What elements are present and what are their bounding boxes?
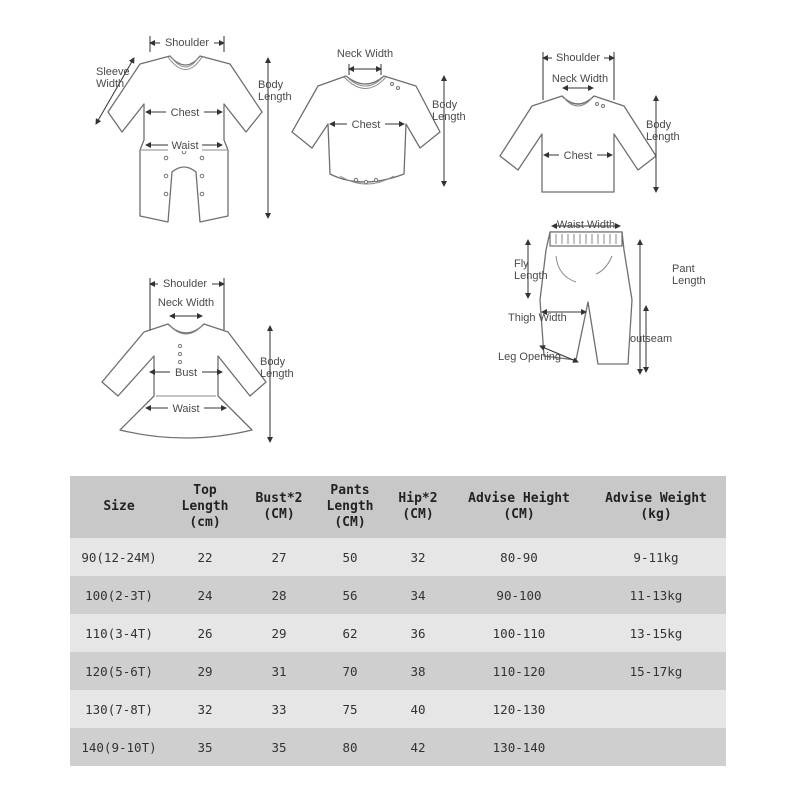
- table-row: [70, 576, 726, 614]
- header-bust: Bust*2 (CM): [242, 476, 316, 538]
- cell-bust: 29: [242, 614, 316, 652]
- romper-body-length-label: Body Length: [258, 79, 292, 103]
- cell-pants-length: 70: [316, 652, 384, 690]
- cell-hip: 42: [384, 728, 452, 766]
- header-pants-length: Pants Length (CM): [316, 476, 384, 538]
- bodysuit-chest-label: Chest: [351, 119, 381, 131]
- header-hip: Hip*2 (CM): [384, 476, 452, 538]
- tshirt-outline: [500, 96, 656, 192]
- dress-waist-label: Waist: [172, 403, 200, 415]
- cell-pants-length: 75: [316, 690, 384, 728]
- bodysuit-neck-width-label: Neck Width: [336, 48, 394, 60]
- cell-bust: 27: [242, 538, 316, 576]
- cell-advise-height: 110-120: [452, 652, 586, 690]
- cell-size: 120(5-6T): [70, 652, 168, 690]
- tshirt-diagram: [500, 51, 680, 192]
- cell-size: 90(12-24M): [70, 538, 168, 576]
- cell-advise-weight: 13-15kg: [586, 614, 726, 652]
- cell-pants-length: 56: [316, 576, 384, 614]
- cell-advise-height: 120-130: [452, 690, 586, 728]
- table-header-row: [70, 476, 726, 538]
- tshirt-shoulder-label: Shoulder: [555, 52, 601, 64]
- cell-advise-weight: 11-13kg: [586, 576, 726, 614]
- tshirt-neck-width-label: Neck Width: [551, 73, 609, 85]
- cell-advise-weight: [586, 690, 726, 728]
- tshirt-body-length-label: Body Length: [646, 119, 680, 143]
- cell-size: 130(7-8T): [70, 690, 168, 728]
- cell-top-length: 26: [168, 614, 242, 652]
- cell-bust: 33: [242, 690, 316, 728]
- header-advise-height: Advise Height (CM): [452, 476, 586, 538]
- cell-advise-height: 130-140: [452, 728, 586, 766]
- cell-hip: 36: [384, 614, 452, 652]
- romper-waist-label: Waist: [171, 140, 199, 152]
- pants-pant-length-label: Pant Length: [672, 263, 706, 287]
- header-top-length: Top Length (cm): [168, 476, 242, 538]
- romper-chest-label: Chest: [170, 107, 200, 119]
- pants-thigh-width-label: Thigh Width: [508, 312, 567, 324]
- cell-top-length: 32: [168, 690, 242, 728]
- cell-size: 100(2-3T): [70, 576, 168, 614]
- dress-outline: [102, 324, 266, 438]
- cell-advise-height: 80-90: [452, 538, 586, 576]
- cell-top-length: 29: [168, 652, 242, 690]
- header-advise-weight: Advise Weight (kg): [586, 476, 726, 538]
- size-chart-table: [70, 476, 726, 766]
- cell-size: 140(9-10T): [70, 728, 168, 766]
- romper-sleeve-width-label: Sleeve Width: [96, 66, 130, 90]
- dress-body-length-label: Body Length: [260, 356, 294, 380]
- table-row: [70, 652, 726, 690]
- cell-size: 110(3-4T): [70, 614, 168, 652]
- bodysuit-diagram: [292, 48, 466, 186]
- cell-top-length: 35: [168, 728, 242, 766]
- cell-hip: 40: [384, 690, 452, 728]
- cell-top-length: 22: [168, 538, 242, 576]
- dress-bust-label: Bust: [174, 367, 198, 379]
- cell-advise-weight: [586, 728, 726, 766]
- romper-shoulder-label: Shoulder: [164, 37, 210, 49]
- cell-hip: 38: [384, 652, 452, 690]
- cell-bust: 28: [242, 576, 316, 614]
- cell-hip: 34: [384, 576, 452, 614]
- tshirt-chest-label: Chest: [563, 150, 593, 162]
- cell-advise-weight: 15-17kg: [586, 652, 726, 690]
- pants-waist-width-label: Waist Width: [556, 219, 616, 231]
- cell-advise-weight: 9-11kg: [586, 538, 726, 576]
- dress-shoulder-label: Shoulder: [162, 278, 208, 290]
- pants-leg-opening-label: Leg Opening: [498, 351, 561, 363]
- cell-bust: 35: [242, 728, 316, 766]
- cell-pants-length: 50: [316, 538, 384, 576]
- bodysuit-body-length-label: Body Length: [432, 99, 466, 123]
- cell-bust: 31: [242, 652, 316, 690]
- cell-hip: 32: [384, 538, 452, 576]
- table-row: [70, 614, 726, 652]
- romper-diagram: [96, 36, 292, 222]
- pants-diagram: [498, 219, 706, 374]
- pants-outseam-label: outseam: [630, 333, 673, 345]
- dress-neck-width-label: Neck Width: [157, 297, 215, 309]
- cell-advise-height: 90-100: [452, 576, 586, 614]
- pants-outline: [540, 232, 632, 364]
- dress-diagram: [102, 277, 294, 442]
- header-size: Size: [70, 476, 168, 538]
- cell-pants-length: 80: [316, 728, 384, 766]
- table-row: [70, 728, 726, 766]
- cell-advise-height: 100-110: [452, 614, 586, 652]
- cell-top-length: 24: [168, 576, 242, 614]
- pants-fly-length-label: Fly Length: [514, 258, 548, 282]
- cell-pants-length: 62: [316, 614, 384, 652]
- table-row: [70, 538, 726, 576]
- table-row: [70, 690, 726, 728]
